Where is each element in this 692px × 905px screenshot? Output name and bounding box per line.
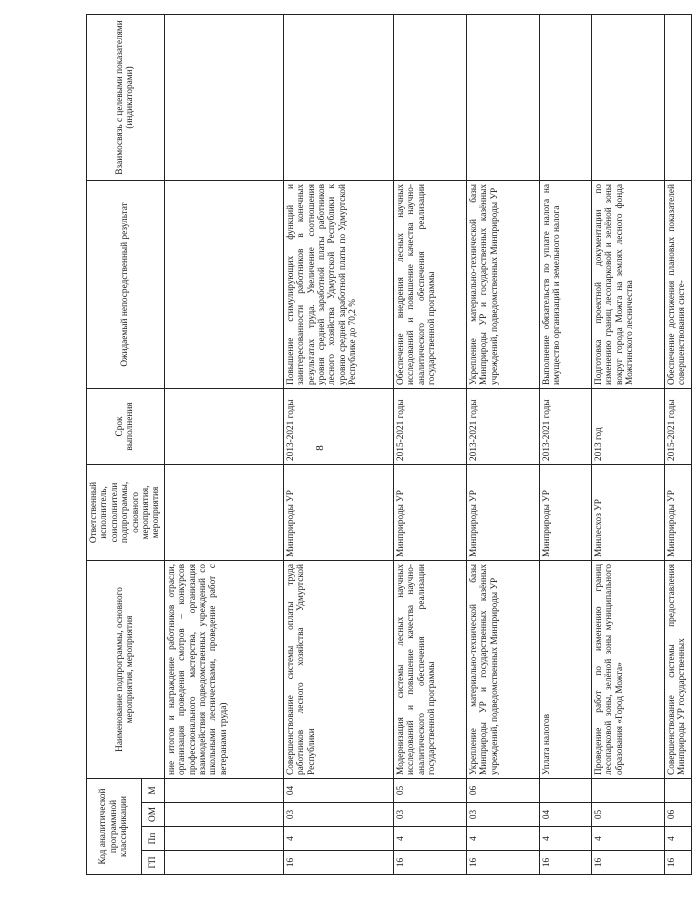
cell-m: 06 xyxy=(466,778,539,802)
cell-m xyxy=(591,778,664,802)
cell-pp: 4 xyxy=(283,827,393,851)
cell-gp: 16 xyxy=(539,851,591,875)
cell-result: Подготовка проектной документации по изменению границ лесопарковой и зелёной зоны вокруг города Можга на землях лесного фонда Можгинского лесничества xyxy=(591,180,664,388)
cell-empty xyxy=(164,803,283,827)
program-table xyxy=(86,14,692,875)
cell-responsible: Минприроды УР xyxy=(466,464,539,560)
table-row xyxy=(466,14,539,874)
header-name: Наименование подпрограммы, основного мероприятия, мероприятия xyxy=(87,560,165,778)
header-code-group: Код аналитической программной классификации xyxy=(87,778,142,874)
cell-om: 06 xyxy=(664,803,691,827)
cell-gp: 16 xyxy=(466,851,539,875)
header-relation: Взаимосвязь с целевыми показателями (индикаторами) xyxy=(87,14,165,180)
cell-responsible: Минприроды УР xyxy=(393,464,466,560)
cell-relation xyxy=(466,14,539,180)
cell-pp: 4 xyxy=(466,827,539,851)
cell-om: 04 xyxy=(539,803,591,827)
table-row xyxy=(283,14,393,874)
cell-responsible: Минприроды УР xyxy=(283,464,393,560)
cell-name: Совершенствование системы предоставления Минприроды УР государственных xyxy=(664,560,691,778)
cell-gp: 16 xyxy=(591,851,664,875)
cell-term: 2015-2021 годы xyxy=(664,388,691,464)
cell-empty xyxy=(164,464,283,560)
table-row-continuation xyxy=(164,14,283,874)
cell-m xyxy=(664,778,691,802)
cell-name: Уплата налогов xyxy=(539,560,591,778)
cell-name: Проведение работ по изменению границ лесопарковой зоны, зелёной зоны муниципального образования «Город Можга» xyxy=(591,560,664,778)
cell-om: 03 xyxy=(283,803,393,827)
cell-term: 2013-2021 годы xyxy=(466,388,539,464)
cell-result: Обеспечение внедрения лесных научных исследований и повышение качества научно-аналитического обеспечения реализации государственной программы xyxy=(393,180,466,388)
cell-m: 05 xyxy=(393,778,466,802)
cell-name: Модернизация системы лесных научных исследований и повышение качества научно-аналитического обеспечения реализации государственной программы xyxy=(393,560,466,778)
cell-empty xyxy=(164,388,283,464)
cell-responsible: Минлесхоз УР xyxy=(591,464,664,560)
cell-relation xyxy=(283,14,393,180)
cell-term: 2013 год xyxy=(591,388,664,464)
cell-term: 2013-2021 годы xyxy=(539,388,591,464)
header-responsible: Ответственный исполнитель, соисполнители подпрограммы, основного мероприятия, мероприятия xyxy=(87,464,165,560)
cell-m xyxy=(539,778,591,802)
header-term: Срок выполнения xyxy=(87,388,165,464)
cell-result: Повышение стимулирующих функций и заинтересованности работников в конечных результатах труда. Увеличение соотношения уровня средней заработной платы работников лесного хозяйства Удмуртской Республики к уровню средней заработной платы по Удмуртской Республике до 70,2 % xyxy=(283,180,393,388)
cell-pp: 4 xyxy=(591,827,664,851)
cell-om: 03 xyxy=(393,803,466,827)
cell-gp: 16 xyxy=(664,851,691,875)
cell-name: Совершенствование системы оплаты труда работников лесного хозяйства Удмуртской Республики xyxy=(283,560,393,778)
cell-empty xyxy=(164,827,283,851)
cell-relation xyxy=(539,14,591,180)
cell-responsible: Минприроды УР xyxy=(664,464,691,560)
cell-om: 03 xyxy=(466,803,539,827)
header-m: М xyxy=(141,778,164,802)
cell-result: Укрепление материально-технической базы Минприроды УР и государственных казённых учреждений, подведомственных Минприроды УР xyxy=(466,180,539,388)
header-gp: ГП xyxy=(141,851,164,875)
cell-empty xyxy=(164,851,283,875)
page-number: 8 xyxy=(314,445,326,451)
cell-pp: 4 xyxy=(664,827,691,851)
cell-m: 04 xyxy=(283,778,393,802)
cell-gp: 16 xyxy=(393,851,466,875)
cell-responsible: Минприроды УР xyxy=(539,464,591,560)
cell-term: 2013-2021 годы xyxy=(283,388,393,464)
rotated-table-wrapper xyxy=(86,15,688,875)
cell-result: Обеспечение достижения плановых показателей совершенствования систе- xyxy=(664,180,691,388)
header-om: ОМ xyxy=(141,803,164,827)
cell-relation xyxy=(591,14,664,180)
cell-om: 05 xyxy=(591,803,664,827)
table-row xyxy=(664,14,691,874)
table-row xyxy=(539,14,591,874)
cell-pp: 4 xyxy=(539,827,591,851)
cell-name-continuation: ние итогов и награждение работников отрасли, организация проведения смотров – конкурсов профессионального мастерства, организация взаимодействия подведомственных учреждений со школьными лесничествами, проведение работ с ветеранами труда) xyxy=(164,560,283,778)
cell-term: 2015-2021 годы xyxy=(393,388,466,464)
cell-result: Выполнение обязательств по уплате налога на имущество организаций и земельного налога xyxy=(539,180,591,388)
table-row xyxy=(591,14,664,874)
cell-empty xyxy=(164,778,283,802)
cell-relation xyxy=(664,14,691,180)
table-row xyxy=(393,14,466,874)
cell-pp: 4 xyxy=(393,827,466,851)
cell-empty xyxy=(164,180,283,388)
cell-empty xyxy=(164,14,283,180)
cell-relation xyxy=(393,14,466,180)
header-pp: Пп xyxy=(141,827,164,851)
cell-name: Укрепление материально-технической базы Минприроды УР и государственных казённых учреждений, подведомственных Минприроды УР xyxy=(466,560,539,778)
header-result: Ожидаемый непосредственный результат xyxy=(87,180,165,388)
cell-gp: 16 xyxy=(283,851,393,875)
